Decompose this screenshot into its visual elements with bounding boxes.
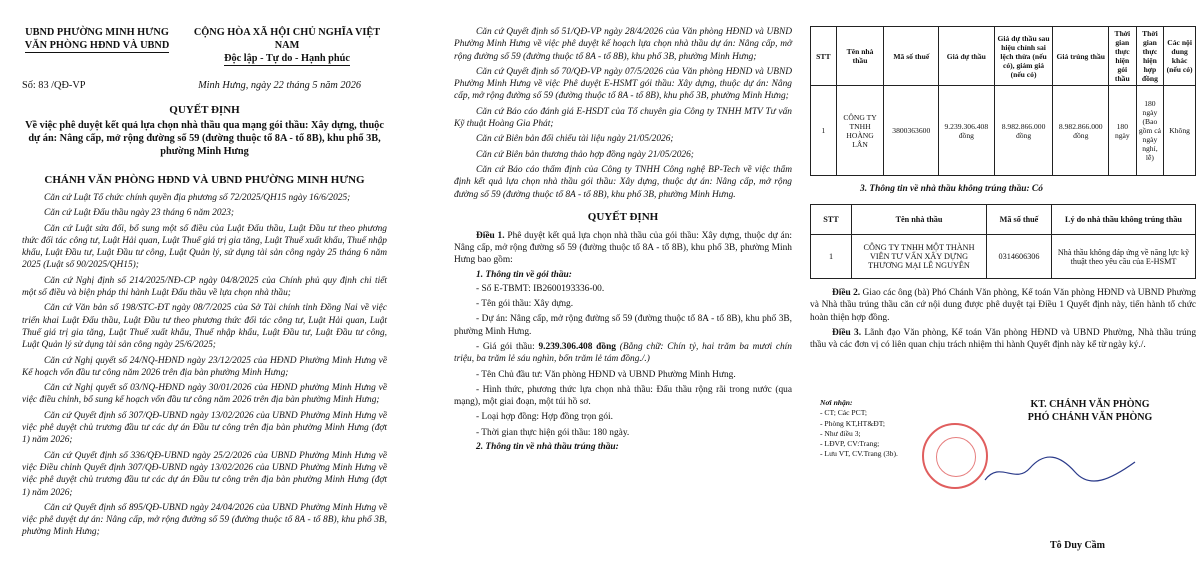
table-header: Giá dự thầu sau hiệu chỉnh sai lệch thừa (nếu có), giảm giá (nếu có) — [994, 27, 1053, 86]
table-row — [811, 86, 1196, 176]
table-header-row — [811, 27, 1196, 86]
table-cell: 180 ngày — [1109, 86, 1137, 176]
unsuccessful-bidder-table — [810, 204, 1196, 279]
table-row — [811, 235, 1196, 279]
table-cell: CÔNG TY TNHH HOÀNG LÂN — [836, 86, 884, 176]
recipient-item: - Như điều 3; — [820, 428, 861, 438]
signature-line-1: KT. CHÁNH VĂN PHÒNG — [1030, 399, 1150, 410]
legal-basis: Căn cứ Nghị định số 214/2025/NĐ-CP ngày 04/8/2025 của Chính phủ quy định chi tiết một số điều và biện pháp thi hành Luật Đấu thầu về lựa chọn nhà thầu; — [22, 275, 387, 299]
recipient-item: - Phòng KT,HT&ĐT; — [820, 418, 886, 428]
legal-basis: Căn cứ Quyết định số 895/QĐ-UBND ngày 24/04/2026 của UBND Phường Minh Hưng về việc phê duyệt dự án: Nâng cấp, mở rộng đường số 59 (đường thuộc tổ 8A - tổ 8B), khu phố 3B, phường Minh Hưng; — [22, 502, 387, 538]
table-cell: 1 — [811, 235, 852, 279]
article-2-text: Giao các ông (bà) Phó Chánh Văn phòng, Kế toán Văn phòng HĐND và UBND Phường và Nhà thầu trúng thầu căn cứ nội dung được phê duyệt tại Điều 1 Quyết định này, tiến hành tổ chức hoàn thiện hợp đồng. — [810, 288, 1196, 323]
table-header: STT — [811, 27, 837, 86]
signature-block — [1000, 398, 1180, 424]
section-3-heading: 3. Thông tin về nhà thầu không trúng thầu: Có — [860, 184, 1043, 194]
nation-line-2: Độc lập - Tự do - Hạnh phúc — [224, 53, 350, 64]
package-info-item: - Loại hợp đồng: Hợp đồng trọn gói. — [476, 412, 613, 423]
recipient-item: - Lưu VT, CV.Trang (3b). — [820, 449, 898, 459]
article-3-label: Điều 3. — [832, 327, 862, 338]
package-info-item: - Thời gian thực hiện gói thầu: 180 ngày. — [476, 427, 630, 438]
legal-basis: Căn cứ Nghị quyết số 24/NQ-HĐND ngày 23/12/2025 của HĐND Phường Minh Hưng về Kế hoạch vốn đầu tư công năm 2026 trên địa bàn phường Minh Hưng; — [22, 355, 387, 378]
legal-basis: Căn cứ Quyết định số 70/QĐ-VP ngày 07/5/2026 của Văn phòng HĐND và UBND Phường Minh Hưng về việc Phê duyệt E-HSMT gói thầu: Xây dựng, thuộc dự án: Nâng cấp, mở rộng đường số 59 (đường thuộc tổ 8A - tổ 8B), khu phố 3B, phường Minh Hưng; — [454, 66, 792, 102]
table-header: Mã số thuế — [987, 205, 1052, 235]
section-2-heading: 2. Thông tin về nhà thầu trúng thầu: — [476, 442, 619, 453]
recipient-item: - LĐVP, CV:Trang; — [820, 439, 880, 449]
issuer-title: CHÁNH VĂN PHÒNG HĐND VÀ UBND PHƯỜNG MINH HƯNG — [44, 174, 365, 186]
package-price-words: (Bằng chữ: Chín tỷ, hai trăm ba mươi chín triệu, ba trăm lẻ sáu nghìn, bốn trăm lẻ tám đồng./.) — [454, 341, 792, 365]
table-cell: CÔNG TY TNHH MỘT THÀNH VIÊN TƯ VẤN XÂY DỰNG THƯƠNG MẠI LÊ NGUYÊN — [852, 235, 987, 279]
table-cell: 3800363600 — [884, 86, 939, 176]
package-info-item: - Hình thức, phương thức lựa chọn nhà thầu: Đấu thầu rộng rãi trong nước (qua mạng), một giai đoạn, một túi hồ sơ. — [454, 384, 792, 408]
table-header: Các nội dung khác (nếu có) — [1164, 27, 1196, 86]
table-cell: Nhà thầu không đáp ứng về năng lực kỹ thuật theo yêu cầu của E-HSMT — [1052, 235, 1196, 279]
legal-basis: Căn cứ Luật Tổ chức chính quyền địa phương số 72/2025/QH15 ngày 16/6/2025; — [44, 193, 351, 203]
table-header: Tên nhà thầu — [852, 205, 987, 235]
legal-basis: Căn cứ Biên bản thương thảo hợp đồng ngày 21/05/2026; — [476, 149, 694, 160]
article-2 — [810, 287, 1196, 324]
legal-basis: Căn cứ Luật Đấu thầu ngày 23 tháng 6 năm 2023; — [44, 208, 235, 219]
document-header — [22, 26, 387, 66]
legal-basis: Căn cứ Báo cáo thẩm định của Công ty TNHH Công nghệ BP-Tech về việc thẩm định kết quả lựa chọn nhà thầu gói thầu: Xây dựng, thuộc dự án: Nâng cấp, mở rộng đường số 59 (đường thuộc tổ 8A - tổ 8B), khu phố 3B, phường Minh Hưng. — [454, 164, 792, 200]
table-header: Thời gian thực hiện hợp đồng — [1136, 27, 1164, 86]
document-subject: Về việc phê duyệt kết quả lựa chọn nhà thầu qua mạng gói thầu: Xây dựng, thuộc dự án: Nâng cấp, mở rộng đường số 59 (đường thuộc tổ 8A - tổ 8B), khu phố 3B, phường Minh Hưng — [25, 120, 384, 157]
article-1 — [454, 230, 792, 267]
legal-basis: Căn cứ Văn bản số 198/STC-ĐT ngày 08/7/2025 của Sở Tài chính tỉnh Đồng Nai về việc triển khai Luật Đấu thầu, Luật Đầu tư theo phương thức đối tác công tư, Luật Hải quan, Luật Thuế giá trị gia tăng, Luật Thuế xuất khẩu, Thuế nhập khẩu, Luật Đầu tư, Luật Đầu tư công, Luật Quản lý sử dụng tài sản công ngày 25/6/2025; — [22, 303, 387, 351]
document-title: QUYẾT ĐỊNH — [169, 104, 240, 116]
signer-name: Tô Duy Cầm — [1050, 540, 1106, 551]
table-header: Giá dự thầu — [939, 27, 995, 86]
package-price-label: - Giá gói thầu: — [476, 341, 539, 352]
article-2-label: Điều 2. — [832, 288, 861, 298]
table-header: Lý do nhà thầu không trúng thầu — [1052, 205, 1196, 235]
article-1-text: Phê duyệt kết quả lựa chọn nhà thầu của gói thầu: Xây dựng, thuộc dự án: Nâng cấp, mở rộng đường số 59 (đường thuộc tổ 8A - tổ 8B), khu phố 3B, phường Minh Hưng bao gồm: — [454, 230, 792, 266]
legal-basis: Căn cứ Báo cáo đánh giá E-HSDT của Tổ chuyên gia Công ty TNHH MTV Tư vấn Kỹ thuật Hoàng Gia Phát; — [454, 106, 792, 130]
table-header: Giá trúng thầu — [1053, 27, 1109, 86]
legal-basis: Căn cứ Quyết định số 336/QĐ-UBND ngày 25/2/2026 của UBND Phường Minh Hưng về việc Điều chỉnh Quyết định 307/QĐ-UBND ngày 13/02/2026 của UBND Phường Minh Hưng về việc phê duyệt chủ trương đầu tư các dự án Đầu tư công trên địa bàn phường Minh Hưng (đợt 1) năm 2026; — [22, 450, 387, 498]
recipient-item: - CT; Các PCT; — [820, 408, 868, 418]
package-info-item: - Dự án: Nâng cấp, mở rộng đường số 59 (đường thuộc tổ 8A - tổ 8B), khu phố 3B, phường Minh Hưng. — [454, 314, 792, 337]
document-date: Minh Hưng, ngày 22 tháng 5 năm 2026 — [198, 80, 361, 91]
table-cell: 9.239.306.408 đồng — [939, 86, 995, 176]
table-header: Tên nhà thầu — [836, 27, 884, 86]
legal-basis: Căn cứ Nghị quyết số 03/NQ-HĐND ngày 30/01/2026 của HĐND phường Minh Hưng về việc điều chỉnh, bổ sung kế hoạch vốn đầu tư công năm 2026 trên địa bàn phường Minh Hưng; — [22, 383, 387, 406]
org-line-2: VĂN PHÒNG HĐND VÀ UBND — [24, 40, 170, 51]
legal-basis: Căn cứ Quyết định số 307/QĐ-UBND ngày 13/02/2026 của UBND Phường Minh Hưng về việc phê duyệt chủ trương đầu tư các dự án Đầu tư công trên địa bàn phường Minh Hưng (đợt 1) năm 2026; — [22, 410, 387, 446]
table-cell: 0314606306 — [987, 235, 1052, 279]
package-price — [454, 341, 792, 366]
winning-bidder-table — [810, 26, 1196, 176]
table-header: Mã số thuế — [884, 27, 939, 86]
package-info-item: - Tên gói thầu: Xây dựng. — [476, 299, 574, 310]
legal-basis: Căn cứ Quyết định số 51/QĐ-VP ngày 28/4/2026 của Văn phòng HĐND và UBND Phường Minh Hưng về việc phê duyệt kế hoạch lựa chọn nhà thầu dự án: Nâng cấp, mở rộng đường số 59 (đường thuộc tổ 8A - tổ 8B), khu phố 3B, phường Minh Hưng; — [454, 27, 792, 62]
table-cell: Không — [1164, 86, 1196, 176]
recipients-heading: Nơi nhận: — [820, 398, 853, 407]
nation-line-1: CỘNG HÒA XÃ HỘI CHỦ NGHĨA VIỆT NAM — [193, 27, 381, 51]
org-line-1: UBND PHƯỜNG MINH HƯNG — [25, 27, 169, 38]
package-info-item: - Số E-TBMT: IB2600193336-00. — [476, 283, 605, 294]
page-column-2 — [410, 0, 800, 572]
handwritten-signature-icon — [980, 450, 1140, 490]
table-header: STT — [811, 205, 852, 235]
recipients-block — [820, 398, 898, 460]
article-3-text: Lãnh đạo Văn phòng, Kế toán Văn phòng HĐND và UBND Phường, Nhà thầu trúng thầu và các đơn vị có liên quan chịu trách nhiệm thi hành Quyết định này kể từ ngày ký./. — [810, 327, 1197, 351]
section-1-heading: 1. Thông tin về gói thầu: — [476, 269, 572, 280]
article-3 — [810, 327, 1196, 352]
decision-heading: QUYẾT ĐỊNH — [587, 210, 659, 223]
legal-basis: Căn cứ Luật sửa đổi, bổ sung một số điều của Luật Đấu thầu, Luật Đầu tư theo phương thức đối tác công tư, Luật Hải quan, Luật Thuế giá trị gia tăng, Luật Thuế xuất khẩu, Thuế nhập khẩu, Luật Đầu tư, Luật Đầu tư công, Luật Quản lý, sử dụng tài sản công ngày 25 tháng 6 năm 2025 (Luật số 90/2025/QH15); — [22, 223, 387, 271]
table-cell: 8.982.866.000 đồng — [994, 86, 1053, 176]
document-number: Số: 83 /QĐ-VP — [22, 80, 86, 91]
page-column-1 — [0, 0, 395, 572]
page-column-3 — [810, 0, 1200, 572]
official-seal-icon — [922, 423, 988, 489]
package-info-item: - Tên Chủ đầu tư: Văn phòng HĐND và UBND Phường Minh Hưng. — [476, 369, 736, 380]
legal-basis: Căn cứ Biên bản đối chiếu tài liệu ngày 21/05/2026; — [476, 134, 674, 145]
table-cell: 1 — [811, 86, 837, 176]
article-1-label: Điều 1. — [476, 230, 505, 241]
table-header: Thời gian thực hiện gói thầu — [1109, 27, 1137, 86]
package-price-value: 9.239.306.408 đồng — [538, 341, 616, 352]
signature-line-2: PHÓ CHÁNH VĂN PHÒNG — [1027, 412, 1153, 423]
table-header-row — [811, 205, 1196, 235]
table-cell: 180 ngày (Bao gồm cả ngày nghỉ, lễ) — [1136, 86, 1164, 176]
table-cell: 8.982.866.000 đồng — [1053, 86, 1109, 176]
